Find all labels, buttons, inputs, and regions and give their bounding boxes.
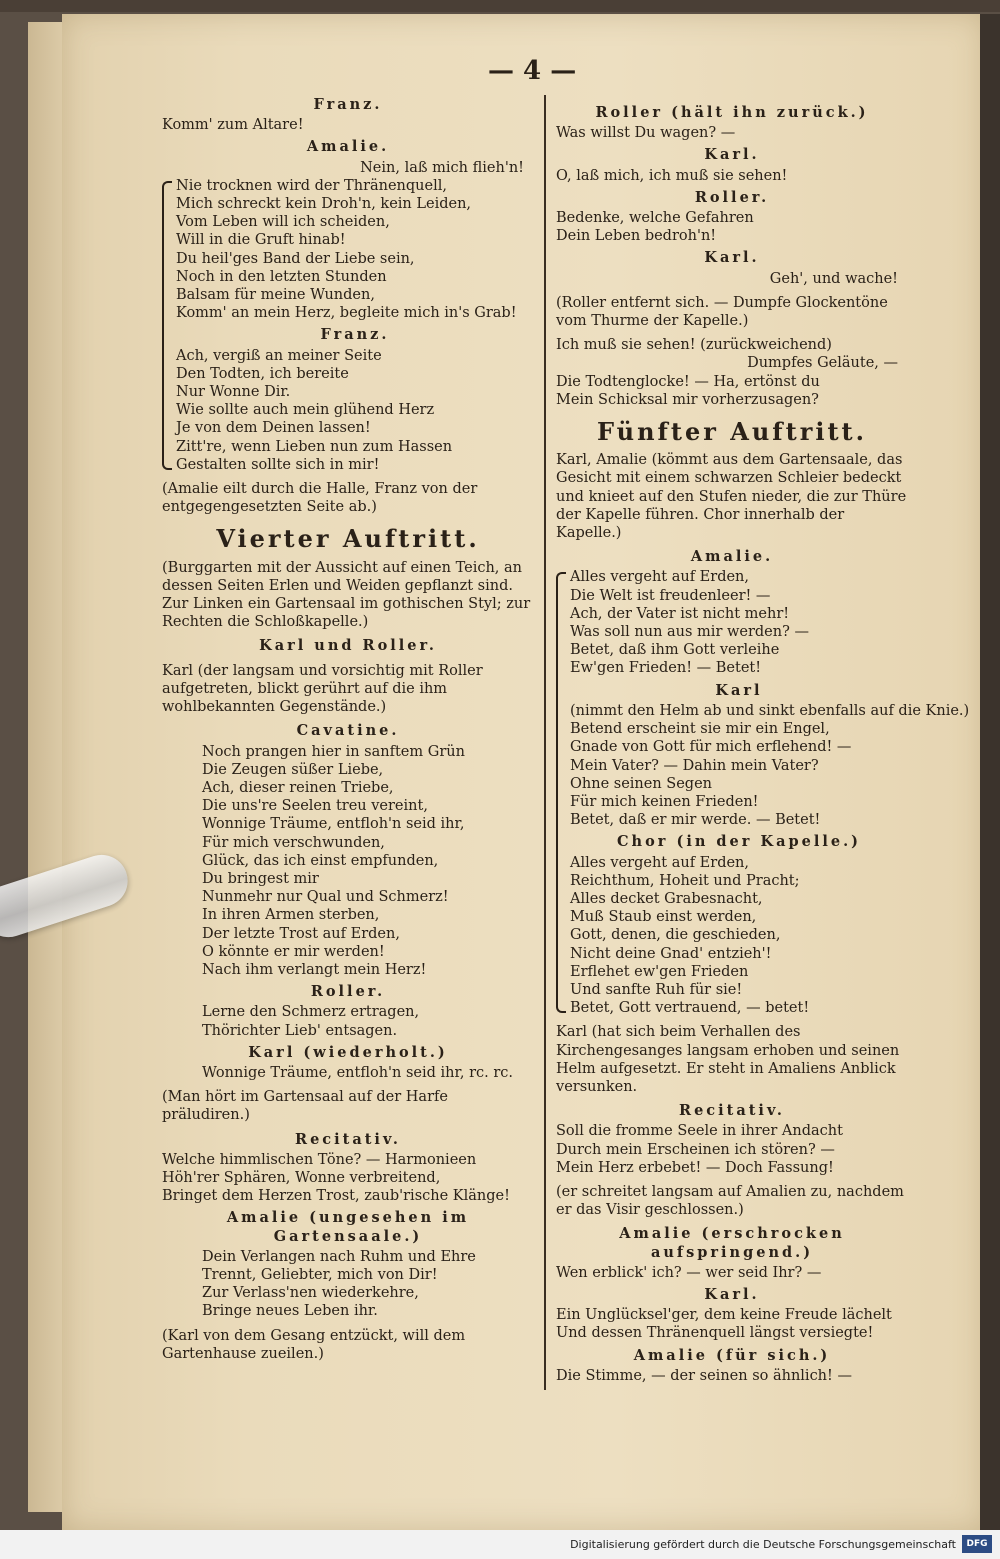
stage-direction: (er schreitet langsam auf Amalien zu, nachdem er das Visir geschlossen.) xyxy=(556,1183,904,1219)
verse-line: Komm' zum Altare! xyxy=(162,117,304,134)
verse-line: Für mich verschwunden, xyxy=(202,834,385,851)
verse-line: Dumpfes Geläute, — xyxy=(747,355,898,372)
verse-line: Noch in den letzten Stunden xyxy=(176,268,387,285)
verse-line: Gnade von Gott für mich erflehend! — xyxy=(570,739,852,756)
stage-direction: (Burggarten mit der Aussicht auf einen Teich, an dessen Seiten Erlen und Weiden gepflanzt sind. Zur Linken ein Gartensaal im gothischen Styl; zur Rechten die Schloßkapelle.) xyxy=(162,559,531,631)
stage-direction: Karl (hat sich beim Verhallen des Kirchengesanges langsam erhoben und seinen Helm aufgesetzt. Er steht in Amaliens Anblick versunken. xyxy=(556,1024,900,1095)
verse-line: O könnte er mir werden! xyxy=(202,943,385,960)
verse-line: O, laß mich, ich muß sie sehen! xyxy=(556,167,788,184)
verse-line: Die uns're Seelen treu vereint, xyxy=(202,798,428,815)
stage-direction: (Man hört im Gartensaal auf der Harfe präludiren.) xyxy=(162,1089,448,1124)
verse-line: Glück, das ich einst empfunden, xyxy=(202,852,439,869)
verse-line: Mein Vater? — Dahin mein Vater? xyxy=(570,757,819,774)
verse-line: Thörichter Lieb' entsagen. xyxy=(202,1022,398,1039)
verse-line: Ach, dieser reinen Triebe, xyxy=(202,779,394,796)
verse-line: Die Todtenglocke! — Ha, ertönst du xyxy=(556,373,820,390)
speaker-name: Roller. xyxy=(694,188,770,206)
verse-line: Wie sollte auch mein glühend Herz xyxy=(176,402,435,419)
verse-line: Betet, daß er mir werde. — Betet! xyxy=(570,812,821,829)
verse-line: Bringet dem Herzen Trost, zaub'rische Klänge! xyxy=(162,1188,510,1205)
verse-line: Betet, Gott vertrauend, — betet! xyxy=(570,1000,810,1017)
verse-line: Bringe neues Leben ihr. xyxy=(202,1303,378,1320)
verse-line: Nicht deine Gnad' entzieh'! xyxy=(570,945,772,962)
verse-line: Vom Leben will ich scheiden, xyxy=(176,214,390,231)
speaker-name: Cavatine. xyxy=(296,722,400,740)
verse-line: Ohne seinen Segen xyxy=(570,775,712,792)
verse-line: Den Todten, ich bereite xyxy=(176,365,349,382)
verse-line: Geh', und wache! xyxy=(769,270,898,287)
stage-direction: (Amalie eilt durch die Halle, Franz von der entgegengesetzten Seite ab.) xyxy=(162,481,478,516)
stage-direction: (Roller entfernt sich. — Dumpfe Glockentöne vom Thurme der Kapelle.) xyxy=(556,294,888,330)
page-number: — 4 — xyxy=(488,56,577,86)
verse-line: Ach, der Vater ist nicht mehr! xyxy=(570,605,790,622)
verse-line: Betend erscheint sie mir ein Engel, xyxy=(570,721,830,738)
verse-line: Noch prangen hier in sanftem Grün xyxy=(202,743,465,760)
left-column xyxy=(162,92,534,1369)
verse-line: Und dessen Thränenquell längst versiegte! xyxy=(556,1325,874,1342)
verse-line: Mein Schicksal mir vorherzusagen? xyxy=(556,391,819,408)
column-divider xyxy=(544,95,546,1390)
speaker-name: Franz. xyxy=(313,96,383,113)
verse-line: Gott, denen, die geschieden, xyxy=(570,927,781,944)
scene-heading: Fünfter Auftritt. xyxy=(597,417,867,447)
verse-line: Und sanfte Ruh für sie! xyxy=(570,981,743,998)
footer-credit: Digitalisierung gefördert durch die Deutsche Forschungsgemeinschaft xyxy=(570,1538,956,1551)
scan-background-top xyxy=(0,0,1000,12)
verse-line: Alles decket Grabesnacht, xyxy=(570,890,763,907)
speaker-name: Amalie (für sich.) xyxy=(633,1346,831,1364)
verse-line: Ach, vergiß an meiner Seite xyxy=(176,347,382,364)
verse-line: Je von dem Deinen lassen! xyxy=(176,420,371,437)
verse-line: Komm' an mein Herz, begleite mich in's Grab! xyxy=(176,305,517,322)
verse-line: Mich schreckt kein Droh'n, kein Leiden, xyxy=(176,196,472,213)
verse-line: Erflehet ew'gen Frieden xyxy=(570,963,749,980)
speaker-name: Karl (wiederholt.) xyxy=(248,1043,448,1061)
verse-line: Reichthum, Hoheit und Pracht; xyxy=(570,872,800,889)
verse-line: Wonnige Träume, entfloh'n seid ihr, rc. rc. xyxy=(202,1064,514,1081)
speaker-name: Recitativ. xyxy=(295,1130,401,1148)
speaker-name: Recitativ. xyxy=(679,1102,785,1120)
speaker-name: Amalie. xyxy=(306,138,390,156)
speaker-name: Amalie (erschrocken aufspringend.) xyxy=(619,1225,845,1261)
speaker-name: Chor (in der Kapelle.) xyxy=(617,833,861,851)
verse-line: Dein Leben bedroh'n! xyxy=(556,228,717,245)
verse-line: Nein, laß mich flieh'n! xyxy=(360,159,524,176)
verse-line: Alles vergeht auf Erden, xyxy=(570,854,750,871)
speaker-name: Karl xyxy=(715,681,763,699)
verse-line: Höh'rer Sphären, Wonne verbreitend, xyxy=(162,1169,441,1186)
verse-line: Ich muß sie sehen! (zurückweichend) xyxy=(556,337,832,354)
verse-line: Was willst Du wagen? — xyxy=(556,125,736,142)
verse-line: Der letzte Trost auf Erden, xyxy=(202,925,400,942)
stage-direction: (Karl von dem Gesang entzückt, will dem Gartenhause zueilen.) xyxy=(162,1327,466,1362)
speaker-name: Karl. xyxy=(704,1285,760,1303)
speaker-name: Karl. xyxy=(704,249,760,267)
verse-line: Bedenke, welche Gefahren xyxy=(556,210,754,227)
verse-line: Ew'gen Frieden! — Betet! xyxy=(570,660,762,677)
dfg-logo: DFG xyxy=(962,1535,992,1553)
speaker-name: Amalie (ungesehen im Gartensaale.) xyxy=(226,1209,470,1245)
verse-line: Balsam für meine Wunden, xyxy=(176,287,375,304)
verse-line: Die Stimme, — der seinen so ähnlich! — xyxy=(556,1367,852,1384)
verse-line: Nie trocknen wird der Thränenquell, xyxy=(176,177,447,194)
verse-line: Zur Verlass'nen wiederkehre, xyxy=(202,1285,419,1302)
verse-line: Muß Staub einst werden, xyxy=(570,909,757,926)
verse-line: Nur Wonne Dir. xyxy=(176,384,291,401)
verse-line: Dein Verlangen nach Ruhm und Ehre xyxy=(202,1248,476,1265)
verse-line: In ihren Armen sterben, xyxy=(202,907,380,924)
speaker-name: Roller (hält ihn zurück.) xyxy=(595,104,869,121)
speaker-name: Karl. xyxy=(704,146,760,164)
speaker-name: Karl und Roller. xyxy=(259,637,437,655)
verse-line: Mein Herz erbebet! — Doch Fassung! xyxy=(556,1159,834,1176)
verse-line: Wonnige Träume, entfloh'n seid ihr, xyxy=(202,816,465,833)
verse-line: Für mich keinen Frieden! xyxy=(570,793,759,810)
verse-line: Ein Unglücksel'ger, dem keine Freude lächelt xyxy=(556,1307,892,1324)
speaker-name: Roller. xyxy=(310,983,386,1001)
verse-line: Wen erblick' ich? — wer seid Ihr? — xyxy=(556,1264,822,1281)
speaker-name: Amalie. xyxy=(690,548,774,566)
verse-line: Will in die Gruft hinab! xyxy=(176,232,346,249)
verse-line: Nunmehr nur Qual und Schmerz! xyxy=(202,889,449,906)
verse-line: Was soll nun aus mir werden? — xyxy=(570,624,809,641)
verse-line: Die Zeugen süßer Liebe, xyxy=(202,761,384,778)
bracketed-verse-block xyxy=(162,177,534,474)
verse-line: Du bringest mir xyxy=(202,870,319,887)
verse-line: Durch mein Erscheinen ich stören? — xyxy=(556,1141,835,1158)
verse-line: Alles vergeht auf Erden, xyxy=(570,569,750,586)
verse-line: Welche himmlischen Töne? — Harmonieen xyxy=(162,1151,477,1168)
verse-line: Gestalten sollte sich in mir! xyxy=(176,456,380,473)
right-column xyxy=(556,100,970,1385)
speaker-name: Franz. xyxy=(320,326,390,344)
verse-line: Die Welt ist freudenleer! — xyxy=(570,587,771,604)
verse-line: Du heil'ges Band der Liebe sein, xyxy=(176,250,415,267)
stage-direction: Karl, Amalie (kömmt aus dem Gartensaale, das Gesicht mit einem schwarzen Schleier bedeckt und knieet auf den Stufen nieder, die zur Thüre der Kapelle führen. Chor innerhalb der Kapelle.) xyxy=(556,452,907,542)
stage-direction: Karl (der langsam und vorsichtig mit Roller aufgetreten, blickt gerührt auf die ihm wohlbekannten Gegenstände.) xyxy=(162,662,483,716)
verse-line: Zitt're, wenn Lieben nun zum Hassen xyxy=(176,438,453,455)
bracketed-verse-block xyxy=(556,568,970,1017)
verse-line: Betet, daß ihm Gott verleihe xyxy=(570,642,780,659)
scene-heading: Vierter Auftritt. xyxy=(216,524,480,554)
scan-background-right xyxy=(980,14,1000,1530)
verse-line: Nach ihm verlangt mein Herz! xyxy=(202,961,427,978)
verse-line: Soll die fromme Seele in ihrer Andacht xyxy=(556,1123,843,1140)
verse-line: Lerne den Schmerz ertragen, xyxy=(202,1004,420,1021)
verse-line: Trennt, Geliebter, mich von Dir! xyxy=(202,1266,438,1283)
verse-line: (nimmt den Helm ab und sinkt ebenfalls auf die Knie.) xyxy=(570,702,970,719)
